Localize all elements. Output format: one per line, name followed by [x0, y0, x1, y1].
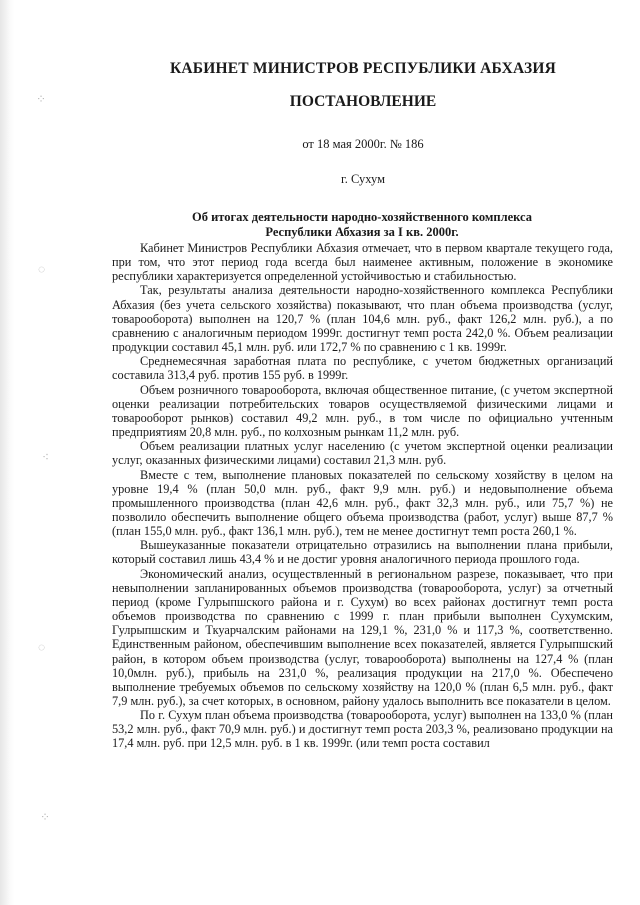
- scan-edge: [0, 0, 14, 905]
- scan-artifact: ◌: [38, 640, 46, 654]
- document-body: [112, 241, 613, 751]
- document-subject: [112, 210, 612, 240]
- document-type: ПОСТАНОВЛЕНИЕ: [289, 93, 437, 110]
- paragraph: Вместе с тем, выполнение плановых показателей по сельскому хозяйству в целом на уровне 19,4 % (план 50,0 млн. руб., факт 9,9 млн. руб.) и недовыполнение объема промышленного производства (план 42,6 млн. руб., факт 32,3 млн. руб., или 75,7 %) не позволило обеспечить выполнение общего объема производства (работ, услуг) выше 87,7 %(план 155,0 млн. руб., факт 136,1 млн. руб.), тем не менее достигнут темп роста 260,1 %.: [112, 467, 613, 539]
- date-number: от 18 мая 2000г. № 186: [302, 137, 424, 151]
- paragraph: Вышеуказанные показатели отрицательно отразились на выполнении плана прибыли, который составил лишь 43,4 % и не достиг уровня аналогичного периода прошлого года.: [112, 538, 613, 567]
- paragraph: Кабинет Министров Республики Абхазия отмечает, что в первом квартале текущего года, при том, что этот период года всегда был наименее активным, положение в экономике республики характеризуется определенной устойчивостью и стабильностью.: [112, 241, 613, 284]
- city: г. Сухум: [340, 172, 385, 186]
- paragraph: Так, результаты анализа деятельности народно-хозяйственного комплекса Республики Абхазия (без учета сельского хозяйства) показывают, что план объема производства (услуг, товарооборота) выполнен на 120,7 % (план 104,6 млн. руб., факт 126,2 млн. руб.), а по сравнению с аналогичным периодом 1999г. достигнут темп роста 242,0 %. Объем реализации продукции составил 45,1 млн. руб. или 172,7 % по сравнению с 1 кв. 1999г.: [112, 283, 613, 355]
- paragraph: Среднемесячная заработная плата по республике, с учетом бюджетных организаций составила 313,4 руб. против 155 руб. в 1999г.: [112, 354, 613, 383]
- paragraph: По г. Сухум план объема производства (товарооборота, услуг) выполнен на 133,0 % (план 53,2 млн. руб., факт 70,9 млн. руб.) и достигнут темп роста 203,3 %, реализовано продукции на 17,4 млн. руб. при 12,5 млн. руб. в 1 кв. 1999г. (или темп роста составил: [112, 708, 613, 751]
- scan-artifact: ⁖: [42, 450, 50, 464]
- scan-artifact: ⁘: [40, 810, 51, 824]
- paragraph: Объем розничного товарооборота, включая общественное питание, (с учетом экспертной оценки реализации потребительских товаров осуществляемой физическими лицами и товарооборот рынков) составил 49,2 млн. руб., в том числе по официально учтенным предприятиям 20,8 млн. руб., по колхозным рынкам 11,2 млн. руб.: [112, 382, 613, 440]
- subject-line: Республики Абхазия за I кв. 2000г.: [265, 225, 459, 239]
- paragraph: Объем реализации платных услуг населению (с учетом экспертной оценки реализации услуг, оказанных физическими лицами) составил 21,3 млн. руб.: [112, 439, 613, 468]
- scan-artifact: ◌: [38, 262, 46, 276]
- paragraph: Экономический анализ, осуществленный в региональном разрезе, показывает, что при невыполнении запланированных объемов производства (товарооборота, услуг) за отчетный период (кроме Гулрыпшского района и г. Сухум) во всех районах достигнут темп роста объемов производства по сравнению с 1999 г. план прибыли выполнен Сухумским, Гулрыпшским и Ткуарчалским районами на 129,1 %, 231,0 % и 117,3 %, соответственно. Единственным районом, обеспечившим выполнение всех показателей, является Гулрыпшский район, в котором объем производства (услуг, товарооборота) выполнены на 127,4 % (план 10,0млн. руб.), прибыль на 231,0 %, реализация продукции на 217,0 %. Обеспечено выполнение требуемых объемов по сельскому хозяйству на 120,0 % (план 6,5 млн. руб., факт 7,9 млн. руб.), за счет которых, в основном, району удалось выполнить все показатели в целом.: [112, 566, 613, 708]
- organization-title: КАБИНЕТ МИНИСТРОВ РЕСПУБЛИКИ АБХАЗИЯ: [169, 60, 557, 77]
- scan-artifact: ⁘: [36, 92, 47, 106]
- subject-line: Об итогах деятельности народно-хозяйственного комплекса: [191, 210, 533, 224]
